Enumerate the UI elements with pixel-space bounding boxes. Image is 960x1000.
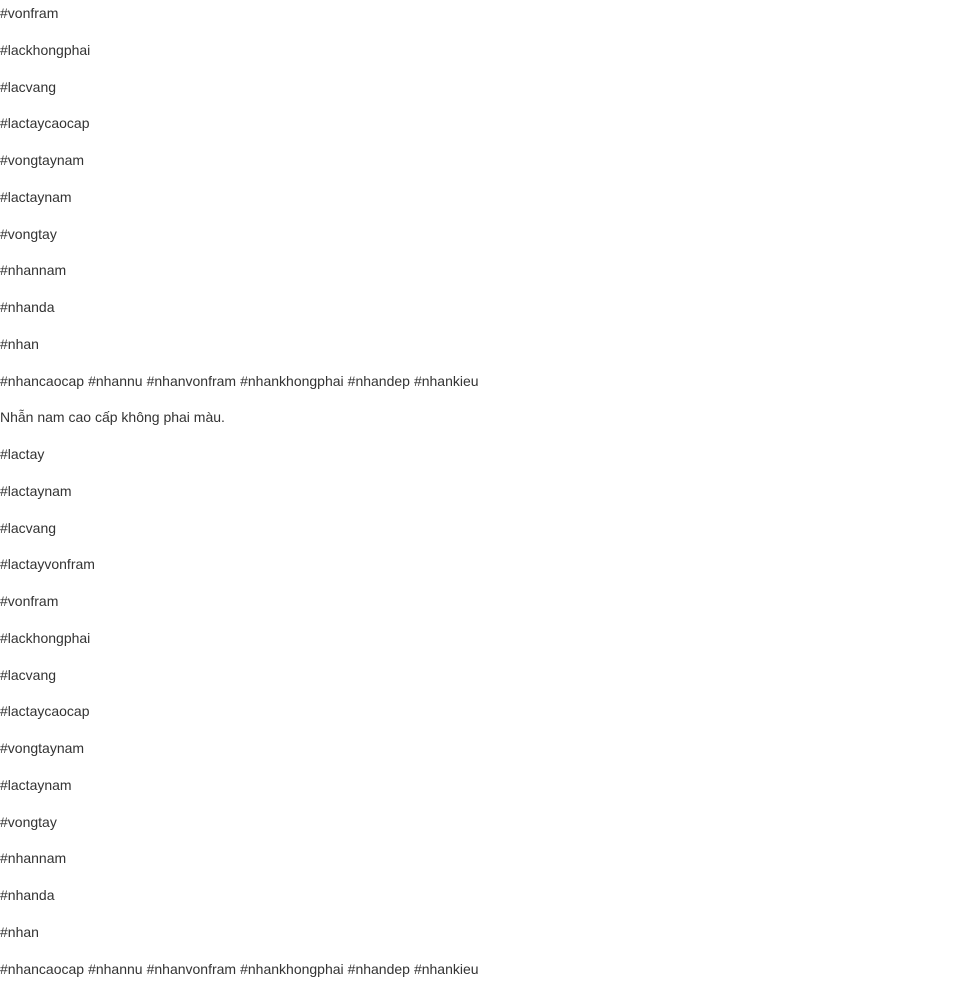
hashtag-link[interactable]: #lacvang (0, 666, 57, 683)
hashtag-line (0, 441, 960, 478)
hashtag-link[interactable]: #nhandep (347, 960, 410, 977)
hashtag-link[interactable]: #nhancaocap (0, 372, 85, 389)
hashtag-link[interactable]: #lacvang (0, 78, 57, 95)
hashtag-line (0, 662, 960, 699)
hashtag-line (0, 257, 960, 294)
hashtag-link[interactable]: #nhan (0, 335, 39, 352)
hashtag-link[interactable]: #nhandep (347, 372, 410, 389)
hashtag-link[interactable]: #lactaynam (0, 482, 72, 499)
hashtag-link[interactable]: #nhannam (0, 262, 67, 279)
hashtag-link[interactable]: #vongtaynam (0, 740, 85, 756)
hashtag-line (0, 37, 960, 74)
hashtag-line (0, 74, 960, 111)
hashtag-line (0, 698, 960, 735)
hashtag-link[interactable]: #nhankhongphai (240, 960, 344, 977)
hashtag-line (0, 478, 960, 515)
hashtag-link[interactable]: #lactayvonfram (0, 556, 95, 573)
hashtag-line (0, 221, 960, 258)
hashtag-link[interactable]: #nhannu (88, 960, 143, 977)
hashtag-row (0, 956, 960, 993)
hashtag-link[interactable]: #vongtaynam (0, 152, 85, 168)
hashtag-link[interactable]: #nhan (0, 923, 39, 940)
hashtag-link[interactable]: #lactaycaocap (0, 703, 90, 720)
hashtag-line (0, 588, 960, 625)
hashtag-line (0, 147, 960, 184)
hashtag-link[interactable]: #vongtay (0, 813, 57, 830)
hashtag-line (0, 625, 960, 662)
hashtag-link[interactable]: #nhankieu (413, 372, 479, 389)
hashtag-link[interactable]: #lactaynam (0, 776, 72, 793)
hashtag-link[interactable]: #lactay (0, 446, 45, 462)
hashtag-link[interactable]: #lackhongphai (0, 629, 91, 646)
hashtag-line (0, 809, 960, 846)
hashtag-line (0, 845, 960, 882)
hashtag-link[interactable]: #vonfram (0, 5, 59, 21)
hashtag-line (0, 184, 960, 221)
hashtag-line (0, 515, 960, 552)
hashtag-line (0, 331, 960, 368)
hashtag-line (0, 882, 960, 919)
hashtag-line (0, 772, 960, 809)
hashtag-link[interactable]: #lactaynam (0, 188, 72, 205)
hashtag-row (0, 368, 960, 405)
hashtag-line (0, 735, 960, 772)
hashtag-line (0, 294, 960, 331)
hashtag-line (0, 551, 960, 588)
hashtag-link[interactable]: #vongtay (0, 225, 57, 242)
hashtag-line (0, 919, 960, 956)
hashtag-link[interactable]: #nhanvonfram (146, 372, 237, 389)
hashtag-link[interactable]: #nhanda (0, 299, 55, 315)
hashtag-link[interactable]: #lackhongphai (0, 41, 91, 58)
hashtag-link[interactable]: #nhankhongphai (240, 372, 344, 389)
hashtag-link[interactable]: #nhannu (88, 372, 143, 389)
hashtag-link[interactable]: #nhannam (0, 850, 67, 867)
hashtag-link[interactable]: #nhankieu (413, 960, 479, 977)
hashtag-link[interactable]: #nhanda (0, 887, 55, 903)
hashtag-link[interactable]: #lactaycaocap (0, 115, 90, 132)
hashtag-link[interactable]: #lacvang (0, 519, 57, 536)
hashtag-link[interactable]: #nhancaocap (0, 960, 85, 977)
hashtag-line (0, 110, 960, 147)
hashtag-link[interactable]: #nhanvonfram (146, 960, 237, 977)
hashtag-line (0, 0, 960, 37)
post-caption: Nhẫn nam cao cấp không phai màu. (0, 409, 225, 426)
hashtag-link[interactable]: #vonfram (0, 593, 59, 609)
